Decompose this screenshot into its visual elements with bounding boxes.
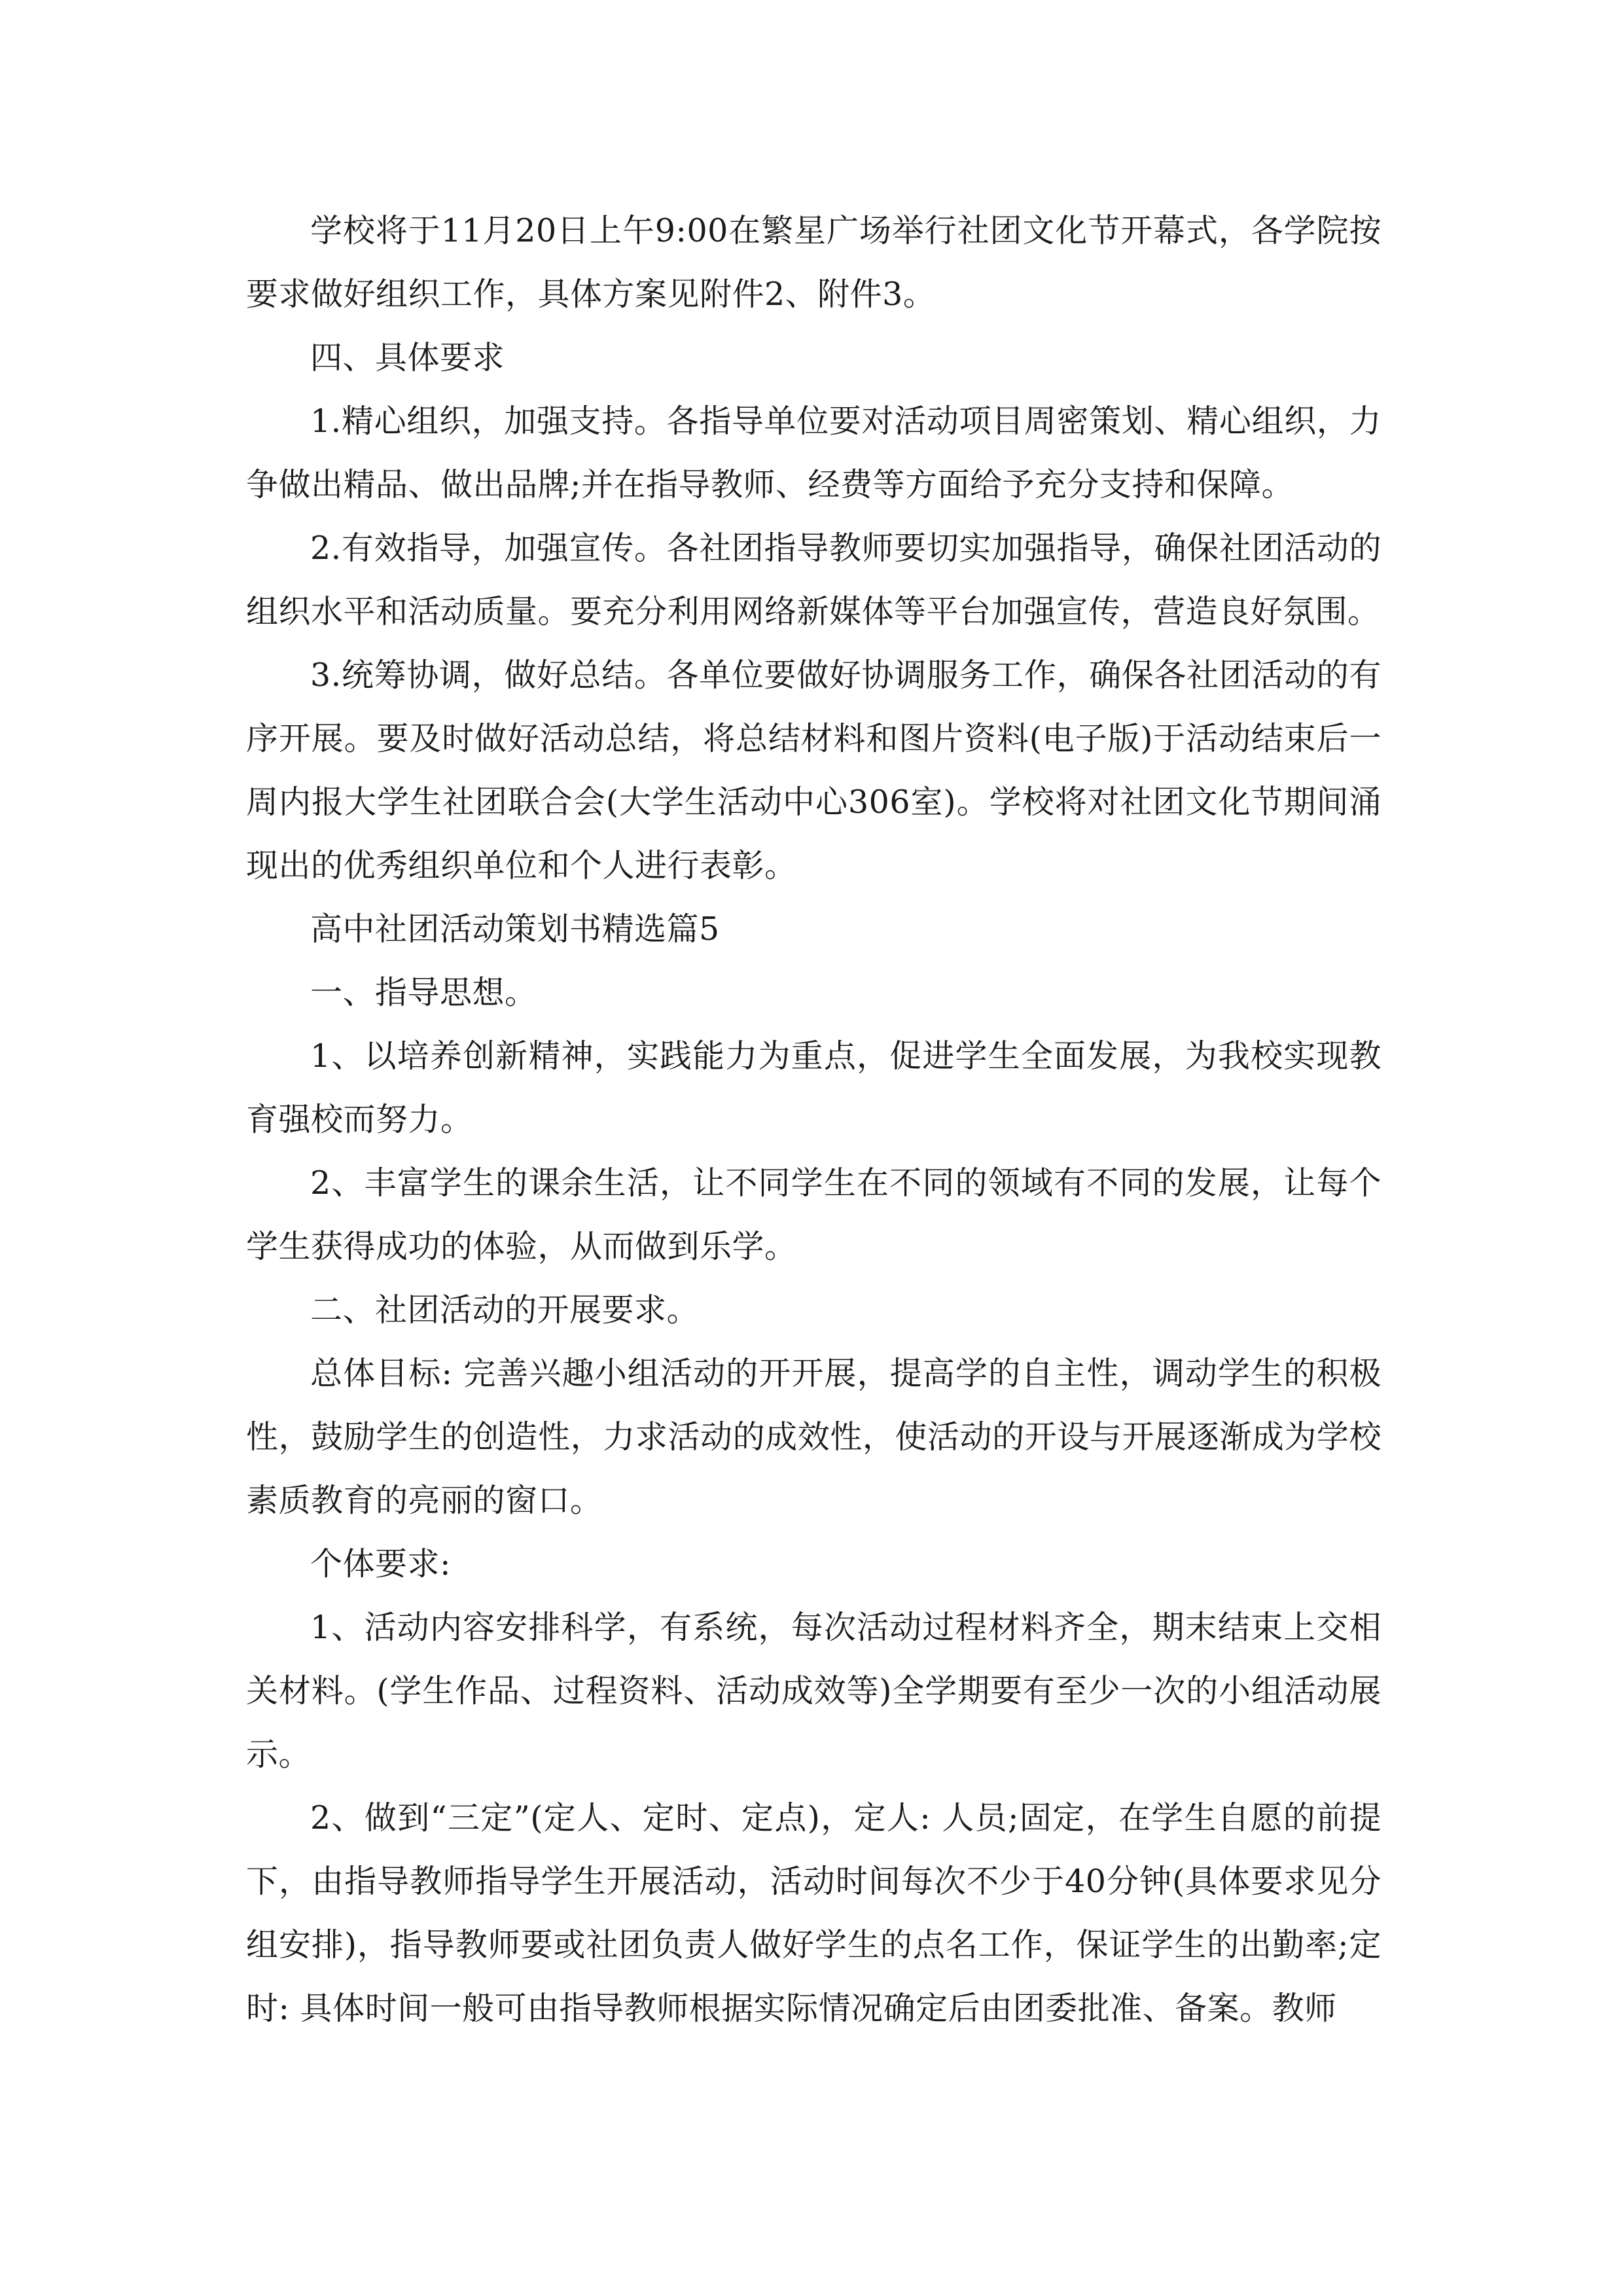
paragraph-requirement-2: 2.有效指导，加强宣传。各社团指导教师要切实加强指导，确保社团活动的组织水平和活动质量。要充分利用网络新媒体等平台加强宣传，营造良好氛围。: [246, 529, 1382, 630]
document-body: [246, 199, 1382, 2040]
paragraph-ideology-2: 2、丰富学生的课余生活，让不同学生在不同的领域有不同的发展，让每个学生获得成功的体验，从而做到乐学。: [246, 1164, 1382, 1265]
paragraph-individual-2: 2、做到“三定”(定人、定时、定点)，定人: 人员;固定，在学生自愿的前提下，由指导教师指导学生开展活动，活动时间每次不少于40分钟(具体要求见分组安排)，指导教师要或社团负责人做好学生的点名工作，保证学生的出勤率;定时: 具体时间一般可由指导教师根据实际情况确定后由团委批准、备案。教师: [246, 1799, 1382, 2027]
paragraph-ideology-1: 1、以培养创新精神，实践能力为重点，促进学生全面发展，为我校实现教育强校而努力。: [246, 1037, 1382, 1138]
paragraph-individual-1: 1、活动内容安排科学，有系统，每次活动过程材料齐全，期末结束上交相关材料。(学生作品、过程资料、活动成效等)全学期要有至少一次的小组活动展示。: [246, 1609, 1382, 1773]
section-heading-activity-requirements: 二、社团活动的开展要求。: [310, 1291, 700, 1329]
paragraph-requirement-1: 1.精心组织，加强支持。各指导单位要对活动项目周密策划、精心组织，力争做出精品、做出品牌;并在指导教师、经费等方面给予充分支持和保障。: [246, 403, 1382, 503]
paragraph-overall-goal: 总体目标: 完善兴趣小组活动的开开展，提高学的自主性，调动学生的积极性，鼓励学生的创造性，力求活动的成效性，使活动的开设与开展逐渐成为学校素质教育的亮丽的窗口。: [246, 1355, 1382, 1519]
subheading-individual-requirements: 个体要求:: [310, 1545, 452, 1583]
section-heading-guiding-ideology: 一、指导思想。: [310, 974, 537, 1011]
section-heading-requirements: 四、具体要求: [310, 339, 505, 376]
paragraph-requirement-3: 3.统筹协调，做好总结。各单位要做好协调服务工作，确保各社团活动的有序开展。要及时做好活动总结，将总结材料和图片资料(电子版)于活动结束后一周内报大学生社团联合会(大学生活动中心306室)。学校将对社团文化节期间涌现出的优秀组织单位和个人进行表彰。: [246, 656, 1382, 884]
section-title-plan-5: 高中社团活动策划书精选篇5: [310, 910, 720, 948]
paragraph-opening-ceremony: 学校将于11月20日上午9:00在繁星广场举行社团文化节开幕式，各学院按要求做好组织工作，具体方案见附件2、附件3。: [246, 212, 1382, 313]
